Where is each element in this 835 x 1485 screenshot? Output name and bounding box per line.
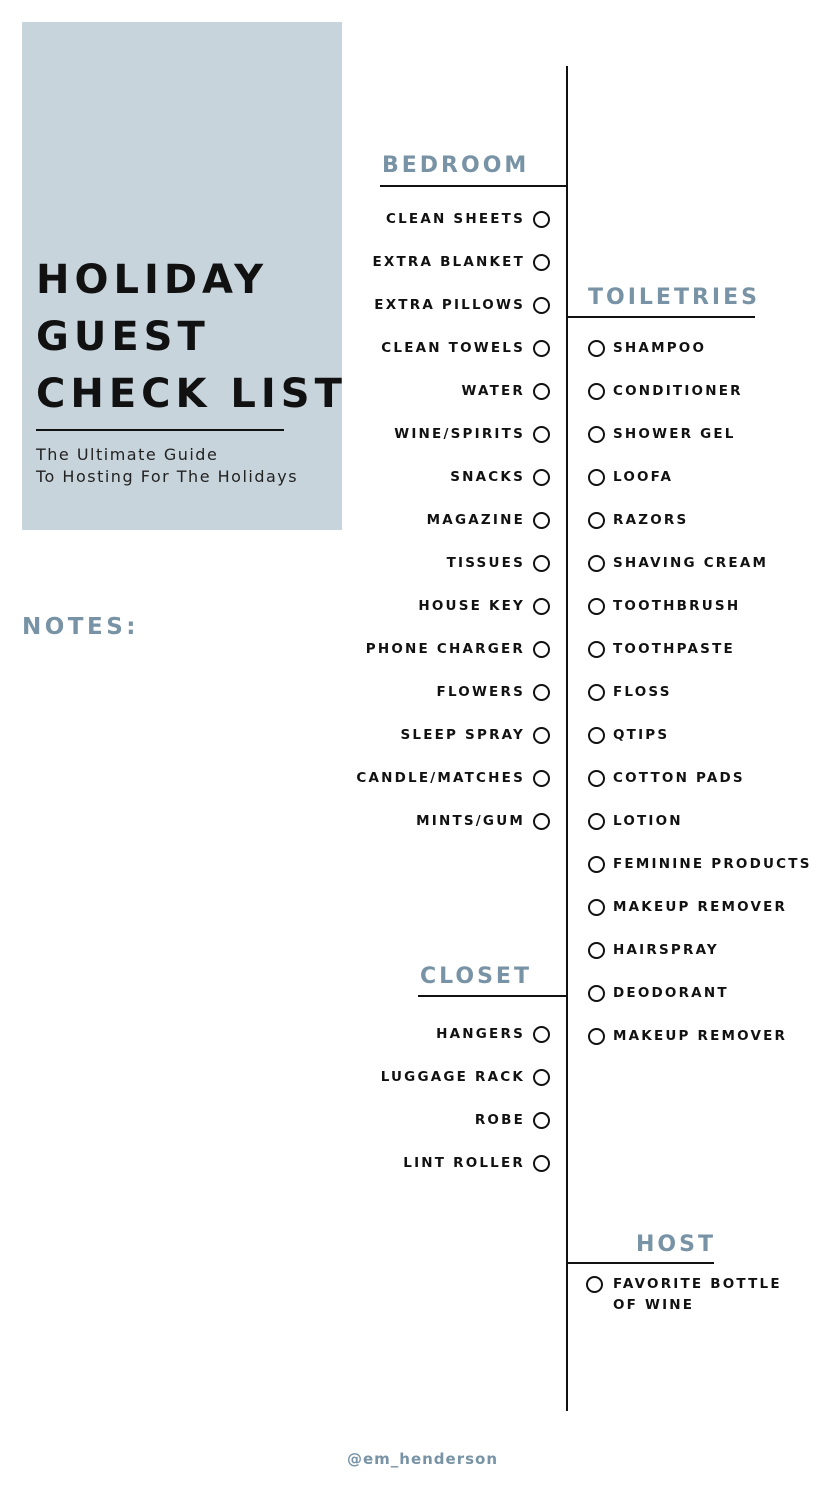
item-label: QTIPS [613, 727, 670, 743]
item-label: HAIRSPRAY [613, 942, 719, 958]
checkbox-circle[interactable] [533, 211, 550, 228]
closet-item[interactable] [475, 1108, 550, 1132]
item-label: MINTS/GUM [416, 813, 525, 829]
bedroom-item[interactable] [386, 207, 550, 231]
checkbox-circle[interactable] [588, 899, 605, 916]
item-label: PHONE CHARGER [365, 641, 525, 657]
checkbox-circle[interactable] [588, 555, 605, 572]
bedroom-item[interactable] [447, 551, 550, 575]
toiletries-item[interactable] [588, 852, 812, 876]
notes-label: NOTES: [22, 614, 139, 640]
item-label: FLOWERS [436, 684, 525, 700]
checkbox-circle[interactable] [588, 813, 605, 830]
checkbox-circle[interactable] [588, 684, 605, 701]
checkbox-circle[interactable] [533, 254, 550, 271]
item-label: SNACKS [450, 469, 525, 485]
item-label: COTTON PADS [613, 770, 745, 786]
checkbox-circle[interactable] [588, 770, 605, 787]
item-label: MAKEUP REMOVER [613, 1028, 788, 1044]
item-label: EXTRA PILLOWS [374, 297, 525, 313]
title-line: GUEST [36, 314, 210, 360]
toiletries-item[interactable] [588, 551, 768, 575]
toiletries-item[interactable] [588, 379, 743, 403]
bedroom-item[interactable] [416, 809, 550, 833]
toiletries-item[interactable] [588, 594, 740, 618]
bedroom-item[interactable] [400, 723, 550, 747]
title-line: CHECK LIST [36, 371, 347, 417]
host-underline [567, 1262, 714, 1264]
closet-heading: CLOSET [420, 964, 532, 989]
page-title [36, 252, 347, 423]
item-label: FEMININE PRODUCTS [613, 856, 812, 872]
item-label: DEODORANT [613, 985, 729, 1001]
item-label: WINE/SPIRITS [394, 426, 525, 442]
item-label: SHAMPOO [613, 340, 707, 356]
checkbox-circle[interactable] [533, 727, 550, 744]
item-label: MAKEUP REMOVER [613, 899, 788, 915]
checkbox-circle[interactable] [533, 340, 550, 357]
toiletries-item[interactable] [588, 680, 672, 704]
item-label: CLEAN TOWELS [381, 340, 525, 356]
subtitle [36, 444, 298, 488]
toiletries-item[interactable] [588, 938, 719, 962]
toiletries-item[interactable] [588, 981, 729, 1005]
checkbox-circle[interactable] [588, 727, 605, 744]
checkbox-circle[interactable] [533, 512, 550, 529]
bedroom-item[interactable] [427, 508, 550, 532]
title-line: HOLIDAY [36, 257, 269, 303]
checkbox-circle[interactable] [588, 512, 605, 529]
item-label: MAGAZINE [426, 512, 525, 528]
checkbox-circle[interactable] [533, 641, 550, 658]
toiletries-item[interactable] [588, 723, 669, 747]
checkbox-circle[interactable] [586, 1276, 603, 1293]
item-label: LINT ROLLER [403, 1155, 525, 1171]
checkbox-circle[interactable] [533, 426, 550, 443]
host-item[interactable] [586, 1274, 813, 1316]
checkbox-circle[interactable] [588, 598, 605, 615]
bedroom-item[interactable] [394, 422, 550, 446]
bedroom-item[interactable] [461, 379, 550, 403]
closet-underline [418, 995, 567, 997]
item-label: SLEEP SPRAY [400, 727, 525, 743]
toiletries-item[interactable] [588, 465, 673, 489]
subtitle-line: To Hosting For The Holidays [36, 467, 299, 486]
checkbox-circle[interactable] [533, 813, 550, 830]
toiletries-item[interactable] [588, 766, 745, 790]
bedroom-item[interactable] [381, 336, 550, 360]
item-label: WATER [461, 383, 525, 399]
checkbox-circle[interactable] [588, 340, 605, 357]
item-label: TOOTHBRUSH [613, 598, 741, 614]
checkbox-circle[interactable] [588, 985, 605, 1002]
checkbox-circle[interactable] [533, 1069, 550, 1086]
toiletries-item[interactable] [588, 809, 683, 833]
toiletries-item[interactable] [588, 895, 787, 919]
item-label: FAVORITE BOTTLE OF WINE [613, 1276, 782, 1313]
checkbox-circle[interactable] [588, 641, 605, 658]
bedroom-underline [380, 185, 567, 187]
bedroom-item[interactable] [450, 465, 550, 489]
checkbox-circle[interactable] [588, 426, 605, 443]
center-divider [566, 66, 568, 1411]
toiletries-item[interactable] [588, 508, 688, 532]
bedroom-heading: BEDROOM [382, 153, 530, 178]
closet-item[interactable] [436, 1022, 550, 1046]
title-divider [36, 429, 284, 431]
checkbox-circle[interactable] [533, 598, 550, 615]
bedroom-item[interactable] [366, 637, 550, 661]
bedroom-item[interactable] [356, 766, 550, 790]
checkbox-circle[interactable] [533, 1112, 550, 1129]
checkbox-circle[interactable] [588, 1028, 605, 1045]
checkbox-circle[interactable] [533, 1026, 550, 1043]
checkbox-circle[interactable] [588, 856, 605, 873]
toiletries-item[interactable] [588, 637, 735, 661]
item-label: ROBE [474, 1112, 525, 1128]
checkbox-circle[interactable] [533, 383, 550, 400]
closet-item[interactable] [403, 1151, 550, 1175]
checkbox-circle[interactable] [533, 469, 550, 486]
checkbox-circle[interactable] [588, 469, 605, 486]
item-label: LOOFA [613, 469, 674, 485]
item-label: EXTRA BLANKET [372, 254, 525, 270]
item-label: LOTION [613, 813, 683, 829]
item-label: TOOTHPASTE [613, 641, 735, 657]
toiletries-heading: TOILETRIES [588, 285, 760, 310]
bedroom-item[interactable] [372, 250, 550, 274]
checkbox-circle[interactable] [588, 942, 605, 959]
item-label: HANGERS [436, 1026, 525, 1042]
bedroom-item[interactable] [418, 594, 550, 618]
checkbox-circle[interactable] [533, 297, 550, 314]
item-label: LUGGAGE RACK [380, 1069, 525, 1085]
closet-item[interactable] [381, 1065, 550, 1089]
host-heading: HOST [636, 1232, 716, 1257]
bedroom-item[interactable] [437, 680, 550, 704]
item-label: CONDITIONER [613, 383, 743, 399]
item-label: HOUSE KEY [418, 598, 525, 614]
bedroom-item[interactable] [374, 293, 550, 317]
footer-handle: @em_henderson [346, 1450, 499, 1468]
toiletries-item[interactable] [588, 422, 736, 446]
toiletries-item[interactable] [588, 336, 706, 360]
item-label: SHOWER GEL [613, 426, 736, 442]
subtitle-line: The Ultimate Guide [36, 445, 219, 464]
checkbox-circle[interactable] [533, 684, 550, 701]
checkbox-circle[interactable] [588, 383, 605, 400]
item-label: CANDLE/MATCHES [356, 770, 525, 786]
toiletries-item[interactable] [588, 1024, 787, 1048]
checkbox-circle[interactable] [533, 1155, 550, 1172]
item-label: CLEAN SHEETS [386, 211, 525, 227]
checkbox-circle[interactable] [533, 555, 550, 572]
item-label: SHAVING CREAM [613, 555, 769, 571]
checkbox-circle[interactable] [533, 770, 550, 787]
toiletries-underline [567, 316, 755, 318]
item-label: RAZORS [613, 512, 689, 528]
item-label: FLOSS [613, 684, 672, 700]
item-label: TISSUES [446, 555, 525, 571]
